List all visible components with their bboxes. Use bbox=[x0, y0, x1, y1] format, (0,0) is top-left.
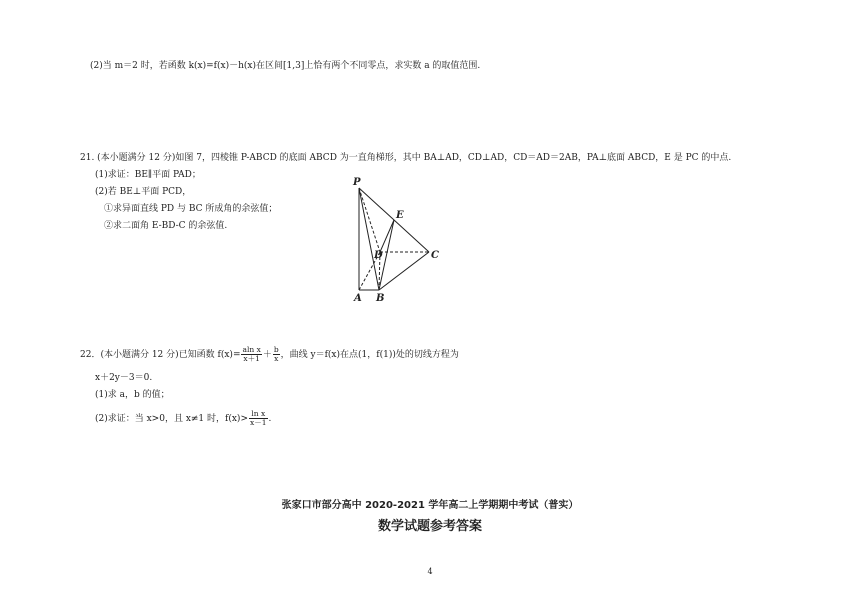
q22-part2-suffix: . bbox=[268, 414, 272, 424]
answer-header-title: 张家口市部分高中 2020-2021 学年高二上学期期中考试（普实） bbox=[281, 500, 579, 511]
q22-part1: (1)求 a，b 的值； bbox=[95, 390, 170, 400]
q21-part1: (1)求证：BE∥平面 PAD； bbox=[95, 170, 201, 180]
fraction-b-x bbox=[273, 346, 280, 363]
q21-sub2: ②求二面角 E-BD-C 的余弦值. bbox=[104, 221, 228, 231]
q22-stem-suffix: ，曲线 y＝f(x)在点(1，f(1))处的切线方程为 bbox=[280, 350, 459, 360]
q22-line2: x＋2y－3＝0. bbox=[95, 373, 153, 383]
q21-part2: (2)若 BE⊥平面 PCD， bbox=[95, 187, 192, 197]
pyramid-figure bbox=[345, 172, 455, 304]
frac3-numerator: ln x bbox=[249, 410, 268, 419]
frac1-denominator: x＋1 bbox=[243, 354, 260, 363]
frac3-denominator: x－1 bbox=[250, 418, 267, 427]
label-D: D bbox=[374, 250, 383, 261]
q22-stem bbox=[80, 346, 459, 363]
label-P: P bbox=[353, 177, 361, 188]
fraction-ln-x bbox=[249, 410, 268, 427]
page-number: 4 bbox=[427, 567, 433, 576]
q20-part2: (2)当 m＝2 时，若函数 k(x)=f(x)－h(x)在区间[1,3]上恰有两个不同零点，求实数 a 的取值范围. bbox=[90, 61, 481, 71]
fraction-a-ln-x bbox=[241, 346, 261, 363]
label-E: E bbox=[396, 210, 404, 221]
q22-part2-prefix: (2)求证：当 x>0，且 x≠1 时，f(x)> bbox=[95, 414, 248, 424]
frac2-denominator: x bbox=[274, 354, 279, 363]
frac1-numerator: aln x bbox=[242, 345, 261, 354]
q22-stem-prefix: 22．(本小题满分 12 分)已知函数 f(x)= bbox=[80, 350, 241, 360]
q22-part2 bbox=[95, 410, 271, 427]
frac2-numerator: b bbox=[273, 345, 279, 354]
answer-header-subtitle: 数学试题参考答案 bbox=[377, 519, 482, 534]
label-A: A bbox=[354, 293, 362, 304]
plus-sign: ＋ bbox=[262, 350, 272, 360]
q21-stem: 21. (本小题满分 12 分)如图 7，四棱锥 P-ABCD 的底面 ABCD 为一直角梯形，其中 BA⊥AD，CD⊥AD，CD＝AD＝2AB，PA⊥底面 ABCD，E 是 PC 的中点. bbox=[80, 153, 732, 163]
q21-sub1: ①求异面直线 PD 与 BC 所成角的余弦值； bbox=[104, 204, 278, 214]
label-C: C bbox=[431, 250, 439, 261]
label-B: B bbox=[376, 293, 385, 304]
